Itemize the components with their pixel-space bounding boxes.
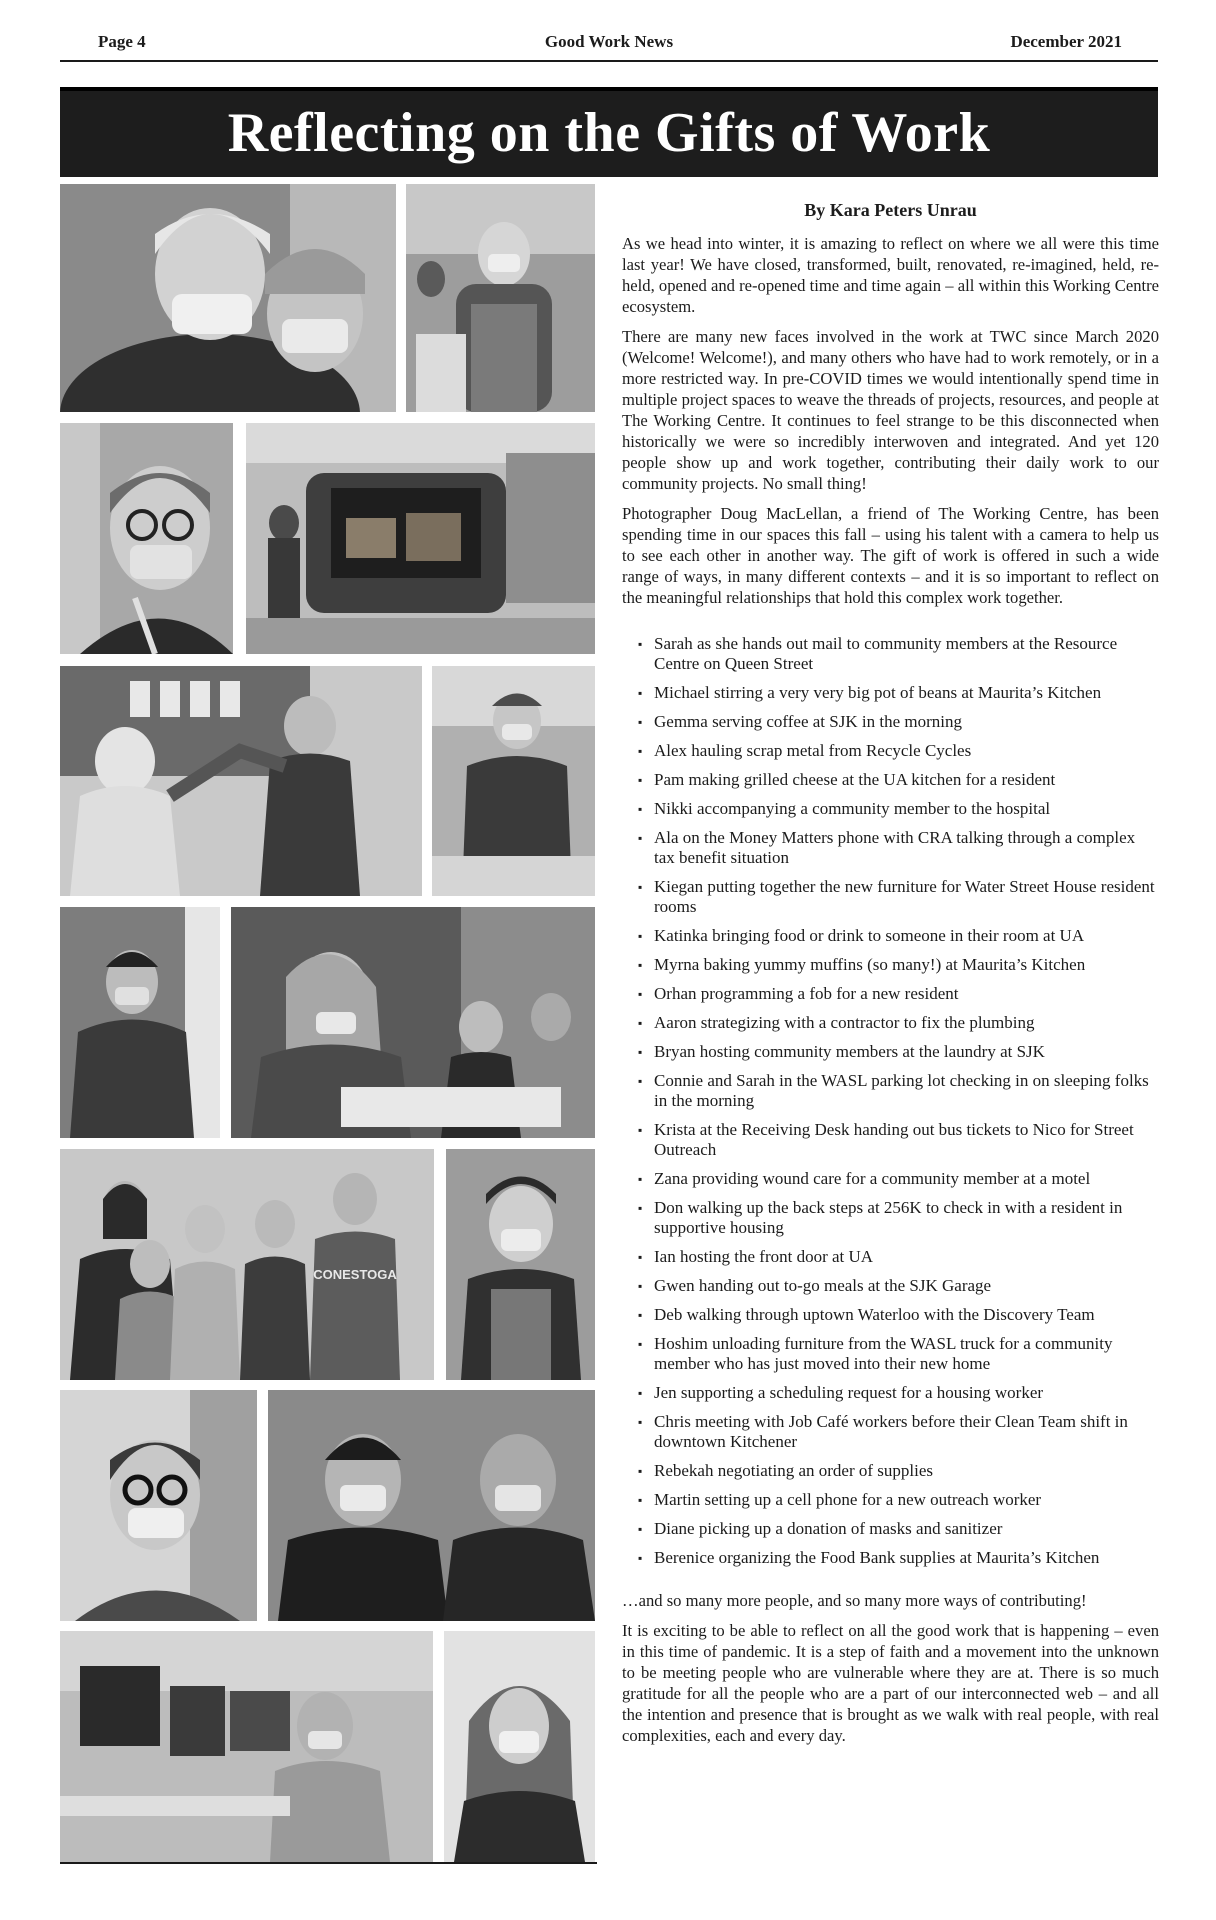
photo-woman-with-glasses-backpack — [60, 1390, 257, 1621]
bottom-divider — [60, 1862, 597, 1864]
list-item: ▪ Ala on the Money Matters phone with CRA talking through a complex tax benefit situation — [638, 828, 1159, 868]
list-item: ▪ Alex hauling scrap metal from Recycle Cycles — [638, 741, 1159, 761]
photo-kitchen-worker-sweatshirt — [432, 666, 595, 896]
list-item: ▪ Katinka bringing food or drink to someone in their room at UA — [638, 926, 1159, 946]
list-item: ▪ Jen supporting a scheduling request for a housing worker — [638, 1383, 1159, 1403]
list-item: ▪ Deb walking through uptown Waterloo with the Discovery Team — [638, 1305, 1159, 1325]
photo-people-seated-on-couch — [231, 907, 595, 1138]
photo-woman-food-prep — [406, 184, 595, 412]
photo-van-unloading-boxes — [246, 423, 595, 654]
article-title: Reflecting on the Gifts of Work — [227, 102, 991, 164]
photo-woman-in-headscarf — [444, 1631, 595, 1862]
issue-date: December 2021 — [1010, 32, 1122, 51]
list-item: ▪ Bryan hosting community members at the laundry at SJK — [638, 1042, 1159, 1062]
list-item: ▪ Gwen handing out to-go meals at the SJK Garage — [638, 1276, 1159, 1296]
photo-woman-with-glasses-lanyard — [60, 423, 233, 654]
list-item: ▪ Michael stirring a very very big pot of beans at Maurita’s Kitchen — [638, 683, 1159, 703]
list-item: ▪ Connie and Sarah in the WASL parking lot checking in on sleeping folks in the morning — [638, 1071, 1159, 1111]
list-item: ▪ Myrna baking yummy muffins (so many!) at Maurita’s Kitchen — [638, 955, 1159, 975]
page-number: Page 4 — [98, 32, 146, 51]
photo-two-men-masked — [268, 1390, 595, 1621]
closing-paragraph: It is exciting to be able to reflect on all the good work that is happening – even in this time of pandemic. It is a step of faith and a movement into the unknown to be meeting people who are vulnerable where they are at. There is so much gratitude for all the people who are a part of our interconnected web – and all the intention and presence that is brought as we walk with real people, with real complexities, each and every day. — [622, 1621, 1159, 1745]
list-item: ▪ Diane picking up a donation of masks and sanitizer — [638, 1519, 1159, 1539]
byline: By Kara Peters Unrau — [804, 200, 977, 220]
list-item: ▪ Nikki accompanying a community member to the hospital — [638, 799, 1159, 819]
list-item: ▪ Hoshim unloading furniture from the WASL truck for a community member who has just moved into their new home — [638, 1334, 1159, 1374]
shirt-text: CONESTOGA — [313, 1267, 397, 1282]
work-roles-list — [622, 634, 1159, 1568]
list-item: ▪ Sarah as she hands out mail to community members at the Resource Centre on Queen Street — [638, 634, 1159, 674]
ellipsis-line: …and so many more people, and so many more ways of contributing! — [622, 1591, 1087, 1610]
list-item: ▪ Chris meeting with Job Café workers before their Clean Team shift in downtown Kitchener — [638, 1412, 1159, 1452]
page-header — [60, 28, 1158, 62]
list-item: ▪ Martin setting up a cell phone for a new outreach worker — [638, 1490, 1159, 1510]
list-item: ▪ Krista at the Receiving Desk handing out bus tickets to Nico for Street Outreach — [638, 1120, 1159, 1160]
photo-man-at-computer-desk — [60, 1631, 433, 1862]
list-item: ▪ Aaron strategizing with a contractor to fix the plumbing — [638, 1013, 1159, 1033]
list-item: ▪ Pam making grilled cheese at the UA kitchen for a resident — [638, 770, 1159, 790]
photo-woman-in-apron-headband — [446, 1149, 595, 1380]
list-item: ▪ Ian hosting the front door at UA — [638, 1247, 1159, 1267]
photo-two-women-hug — [60, 184, 396, 412]
photo-group-of-five — [60, 1149, 434, 1380]
publication-name: Good Work News — [544, 32, 674, 51]
list-item: ▪ Zana providing wound care for a community member at a motel — [638, 1169, 1159, 1189]
paragraph: There are many new faces involved in the work at TWC since March 2020 (Welcome! Welcome!), and many others who have had to work remotely, or in a more restricted way. In pre-COVID times we would intentionally spend time in multiple project spaces to weave the threads of projects, resources, and people at The Working Centre. It continues to feel strange to be this disconnected when historically we were so incredibly interwoven and integrated. And yet 120 people show up and work together, contributing their daily work to our community projects. No small thing! — [622, 327, 1159, 493]
list-item: ▪ Gemma serving coffee at SJK in the morning — [638, 712, 1159, 732]
list-item: ▪ Kiegan putting together the new furniture for Water Street House resident rooms — [638, 877, 1159, 917]
photo-man-standing-brick-wall — [60, 907, 220, 1138]
article-body — [622, 200, 1159, 1755]
paragraph: Photographer Doug MacLellan, a friend of The Working Centre, has been spending time in our spaces this fall – using his talent with a camera to help us to see each other in another way. The gift of work is offered in such a wide range of ways, in many different contexts – and it is so important to reflect on the meaningful relationships that hold this complex work together. — [622, 504, 1159, 607]
list-item: ▪ Berenice organizing the Food Bank supplies at Maurita’s Kitchen — [638, 1548, 1159, 1568]
list-item: ▪ Orhan programming a fob for a new resident — [638, 984, 1159, 1004]
article-title-banner — [60, 87, 1158, 177]
list-item: ▪ Rebekah negotiating an order of supplies — [638, 1461, 1159, 1481]
list-item: ▪ Don walking up the back steps at 256K to check in with a resident in supportive housing — [638, 1198, 1159, 1238]
paragraph: As we head into winter, it is amazing to reflect on where we all were this time last year! We have closed, transformed, built, renovated, re-imagined, held, re-held, opened and re-opened time and time again – all within this Working Centre ecosystem. — [622, 234, 1159, 316]
photo-street-fist-bump — [60, 666, 422, 896]
